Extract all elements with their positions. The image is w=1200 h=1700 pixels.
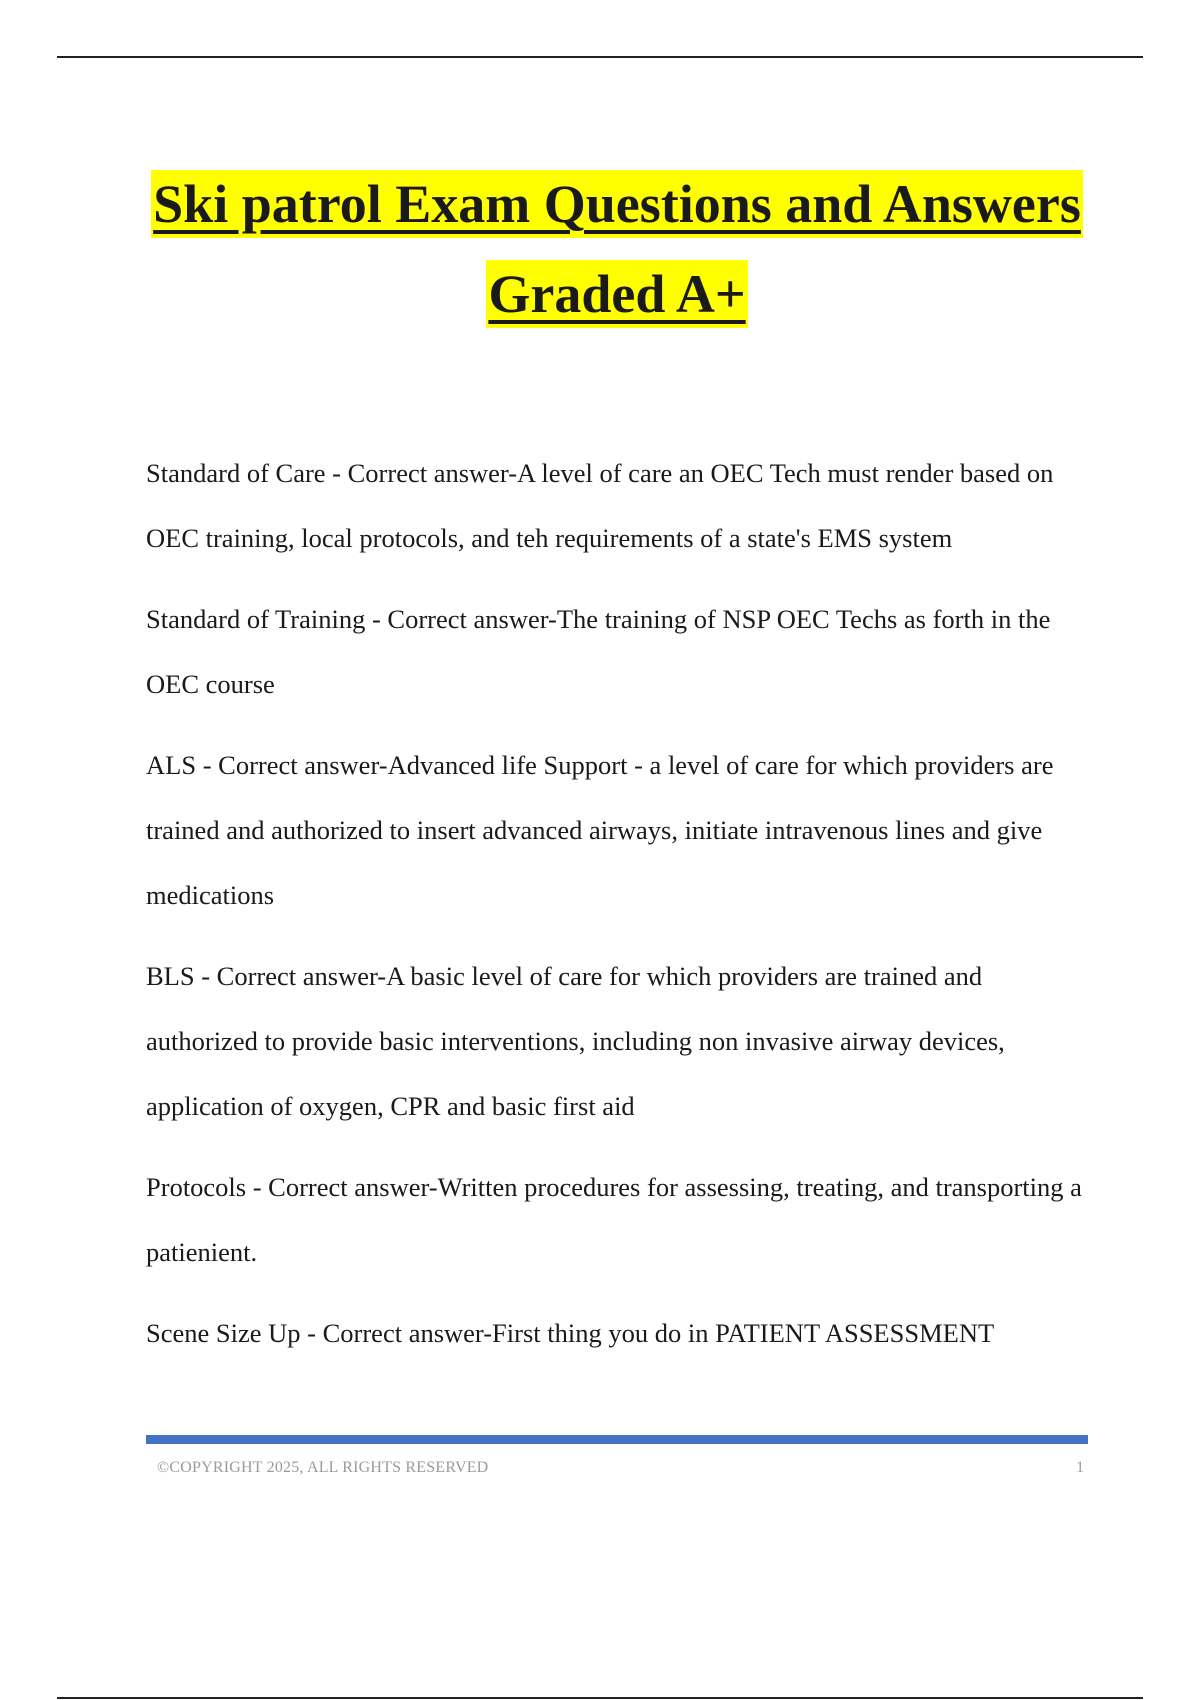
qa-list [146, 441, 1096, 1382]
footer-page-number: 1 [1076, 1459, 1084, 1476]
footer-bar [146, 1435, 1088, 1444]
title-line-1: Ski patrol Exam Questions and Answers [151, 170, 1083, 238]
qa-entry-standard-of-training: Standard of Training - Correct answer-The training of NSP OEC Techs as forth in the OEC course [146, 604, 1051, 699]
footer-copyright: ©COPYRIGHT 2025, ALL RIGHTS RESERVED [157, 1459, 489, 1476]
qa-entry-scene-size-up: Scene Size Up - Correct answer-First thing you do in PATIENT ASSESSMENT [146, 1318, 995, 1348]
qa-entry-bls: BLS - Correct answer-A basic level of care for which providers are trained and authorized to provide basic interventions, including non invasive airway devices, application of oxygen, CPR and basic first aid [146, 961, 1005, 1121]
qa-entry-als: ALS - Correct answer-Advanced life Support - a level of care for which providers are trained and authorized to insert advanced airways, initiate intravenous lines and give medications [146, 750, 1054, 910]
qa-entry-protocols: Protocols - Correct answer-Written procedures for assessing, treating, and transporting a patienient. [146, 1172, 1082, 1267]
top-rule [57, 56, 1143, 58]
bottom-rule [57, 1697, 1143, 1699]
qa-entry-standard-of-care: Standard of Care - Correct answer-A level of care an OEC Tech must render based on OEC training, local protocols, and teh requirements of a state's EMS system [146, 458, 1054, 553]
document-title [0, 170, 1200, 328]
title-line-2: Graded A+ [486, 260, 747, 328]
